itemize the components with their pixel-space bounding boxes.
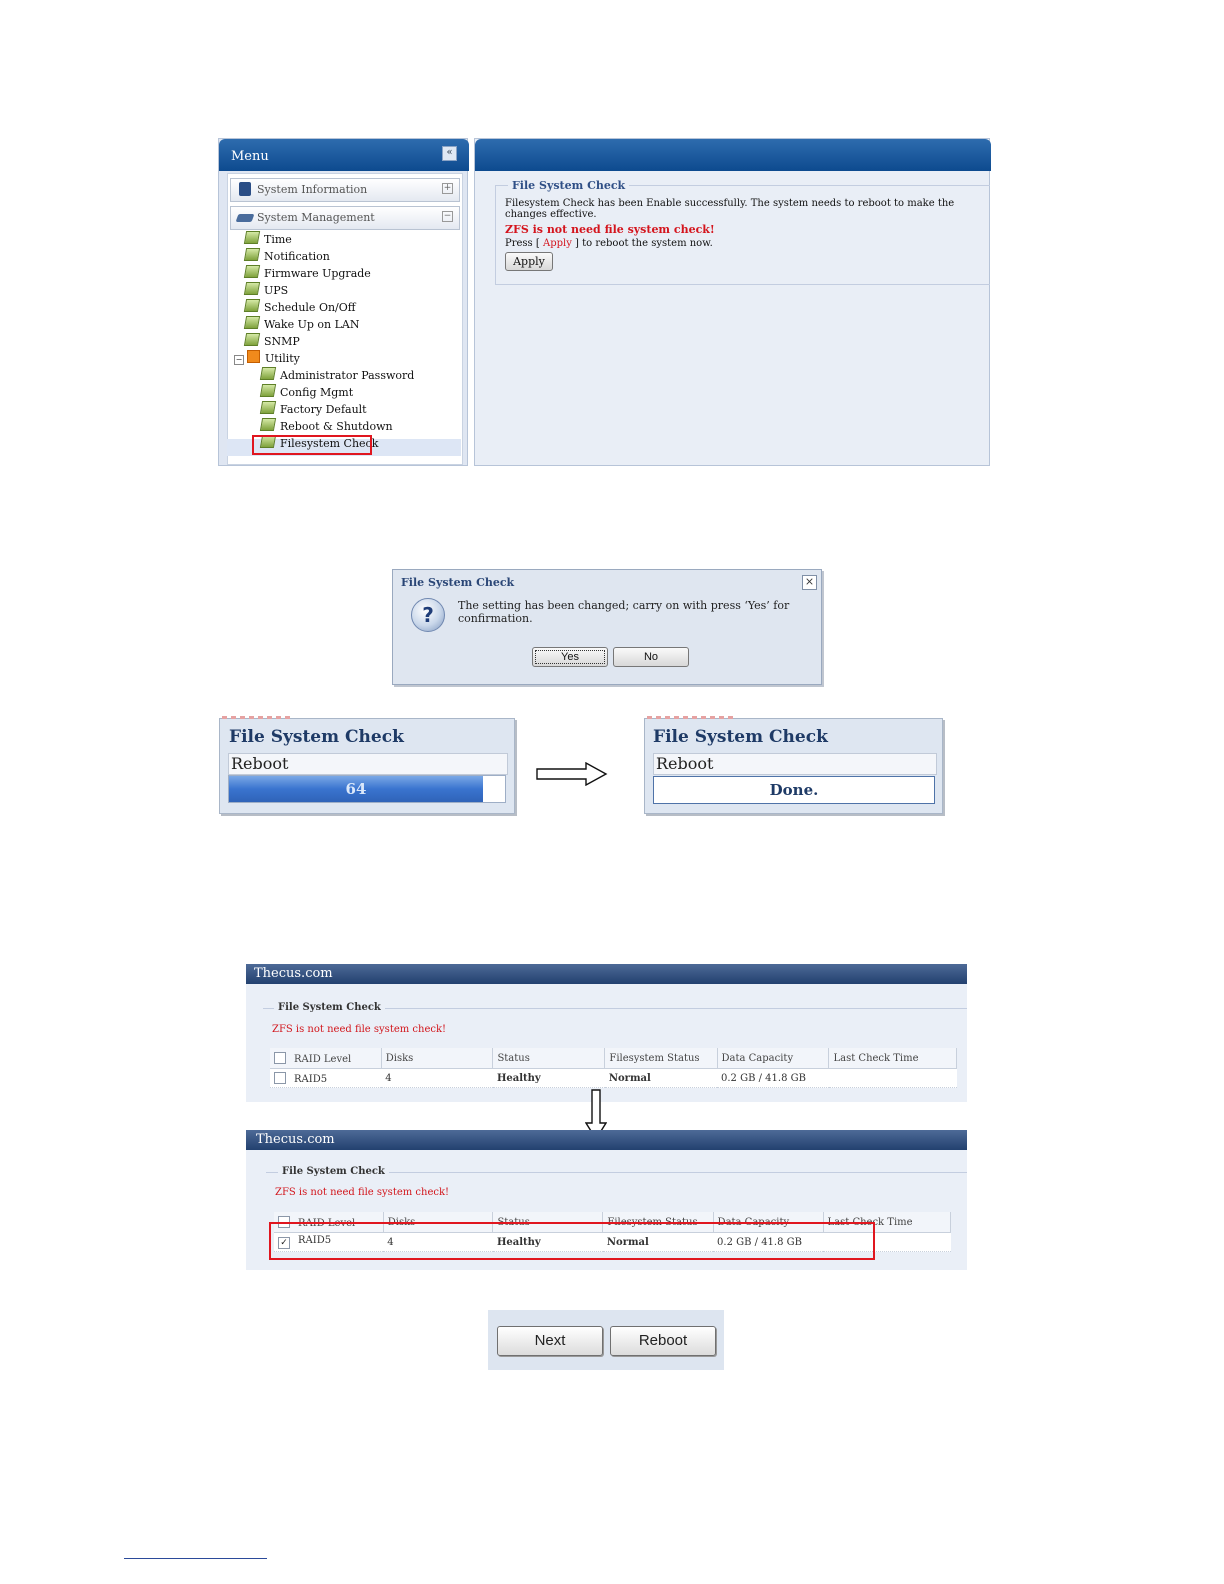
menu-item-label: Filesystem Check [280,437,379,450]
raid-list-before [246,964,967,1102]
column-label: RAID Level [298,1217,356,1229]
next-button[interactable]: Next [497,1326,603,1356]
utility-icon [247,350,260,363]
system-management-icon [236,214,255,222]
cell-fs-status: Normal [603,1233,713,1252]
menu-item-label: Wake Up on LAN [264,318,360,331]
row-checkbox-checked[interactable]: ✓ [278,1237,290,1249]
reboot-label: Reboot [653,753,937,775]
question-icon: ? [411,598,445,632]
screenshot-menu-panel [218,138,990,466]
header-status: Status [493,1048,605,1069]
zfs-warning: ZFS is not need file system check! [505,223,715,236]
category-system-management[interactable] [230,206,460,230]
item-icon [244,333,260,346]
menu-items [235,231,415,452]
item-icon [244,316,260,329]
item-icon [244,231,260,244]
menu-item-label: Firmware Upgrade [264,267,371,280]
menu-item-snmp[interactable] [245,333,414,350]
cell-capacity: 0.2 GB / 41.8 GB [713,1233,823,1252]
menu-item-admin-password[interactable] [261,367,414,384]
header-fs-status: Filesystem Status [603,1212,713,1233]
menu-item-label: Utility [265,352,300,365]
menu-item-label: Schedule On/Off [264,301,356,314]
header-last-check: Last Check Time [823,1212,950,1233]
progress-fill: 64 [229,776,483,802]
menu-item-schedule[interactable] [245,299,414,316]
menu-item-label: Time [264,233,292,246]
item-icon [260,384,276,397]
menu-item-ups[interactable] [245,282,414,299]
cell-raid [270,1069,381,1088]
header-raid-level [270,1048,381,1069]
dialog-message: The setting has been changed; carry on with press ‘Yes’ for confirmation. [458,599,790,625]
collapse-icon[interactable]: − [443,211,452,221]
expand-icon[interactable]: + [443,183,452,193]
menu-header [219,139,469,171]
item-icon [244,265,260,278]
menu-item-notification[interactable] [245,248,414,265]
fieldset-legend: File System Check [274,1002,385,1013]
no-button[interactable]: No [613,647,689,667]
brand-bar: Thecus.com [246,964,967,984]
footnote-rule [124,1558,267,1559]
top-decoration [647,716,737,719]
column-label: RAID Level [294,1053,352,1065]
reboot-title: File System Check [229,727,404,747]
reboot-label: Reboot [228,753,508,775]
header-disks: Disks [383,1212,493,1233]
row-checkbox[interactable] [274,1072,286,1084]
table-header [270,1048,957,1069]
raid-list-after [246,1130,967,1270]
apply-link[interactable]: Apply [542,238,572,249]
close-icon[interactable]: × [802,575,817,590]
top-decoration [222,716,292,719]
table-row[interactable] [270,1069,957,1088]
header-status: Status [493,1212,603,1233]
content-header [475,139,991,171]
tree-collapse-icon[interactable]: − [235,355,243,364]
selected-row-highlight-box [269,1222,875,1260]
progress-bar [228,775,506,803]
system-information-icon [239,182,251,196]
fieldset-legend: File System Check [278,1166,389,1177]
item-icon [244,282,260,295]
menu-item-label: Notification [264,250,330,263]
cell-disks: 4 [381,1069,493,1088]
raid-level-value: RAID5 [294,1073,328,1085]
header-disks: Disks [381,1048,493,1069]
item-icon [244,299,260,312]
menu-item-label: Factory Default [280,403,367,416]
confirmation-dialog [392,569,822,685]
menu-title: Menu [231,149,269,164]
menu-panel [218,138,468,466]
item-icon [260,367,276,380]
apply-button[interactable]: Apply [505,252,553,271]
menu-item-label: SNMP [264,335,300,348]
reboot-progress-box [219,718,515,814]
zfs-warning: ZFS is not need file system check! [272,1024,447,1035]
category-label: System Information [257,183,368,196]
header-last-check: Last Check Time [829,1048,957,1069]
select-all-checkbox[interactable] [274,1052,286,1064]
menu-item-firmware-upgrade[interactable] [245,265,414,282]
cell-last-check [829,1069,957,1088]
file-system-check-fieldset [495,179,990,285]
cell-disks: 4 [383,1233,493,1252]
menu-item-label: Administrator Password [280,369,415,382]
reboot-title: File System Check [653,727,828,747]
item-icon [244,248,260,261]
cell-fs-status: Normal [605,1069,717,1088]
apply-instruction [505,238,990,249]
dialog-title: File System Check [401,576,515,589]
action-buttons-panel [488,1310,724,1370]
arrow-right-icon [536,762,608,786]
done-status: Done. [653,776,935,804]
reboot-done-box [644,718,943,814]
cell-status: Healthy [493,1069,605,1088]
collapse-menu-icon[interactable]: « [442,146,457,161]
instruction-prefix: Press [ [505,238,540,249]
fieldset-legend: File System Check [512,179,626,192]
menu-item-utility[interactable] [234,350,414,367]
menu-item-wake-up-on-lan[interactable] [245,316,414,333]
brand-bar: Thecus.com [246,1130,967,1150]
content-panel [474,138,990,466]
menu-item-label: Reboot & Shutdown [280,420,393,433]
item-icon [260,418,276,431]
header-fs-status: Filesystem Status [605,1048,717,1069]
header-capacity: Data Capacity [713,1212,823,1233]
menu-item-factory-default[interactable] [261,401,414,418]
cell-capacity: 0.2 GB / 41.8 GB [717,1069,829,1088]
raid-table [270,1048,957,1088]
highlight-box [252,435,372,455]
reboot-button[interactable]: Reboot [610,1326,716,1356]
menu-item-label: Config Mgmt [280,386,354,399]
zfs-warning: ZFS is not need file system check! [275,1187,450,1198]
menu-item-reboot-shutdown[interactable] [261,418,414,435]
category-system-information[interactable] [230,178,460,202]
menu-item-config-mgmt[interactable] [261,384,414,401]
yes-button[interactable]: Yes [532,647,608,667]
item-icon [260,401,276,414]
instruction-suffix: ] to reboot the system now. [575,238,713,249]
category-label: System Management [257,211,375,224]
cell-status: Healthy [493,1233,603,1252]
success-message: Filesystem Check has been Enable successfully. The system needs to reboot to make the changes effective. [505,198,955,220]
header-capacity: Data Capacity [717,1048,829,1069]
raid-level-value: RAID5 [298,1235,332,1246]
menu-item-label: UPS [264,284,289,297]
menu-item-time[interactable] [245,231,414,248]
